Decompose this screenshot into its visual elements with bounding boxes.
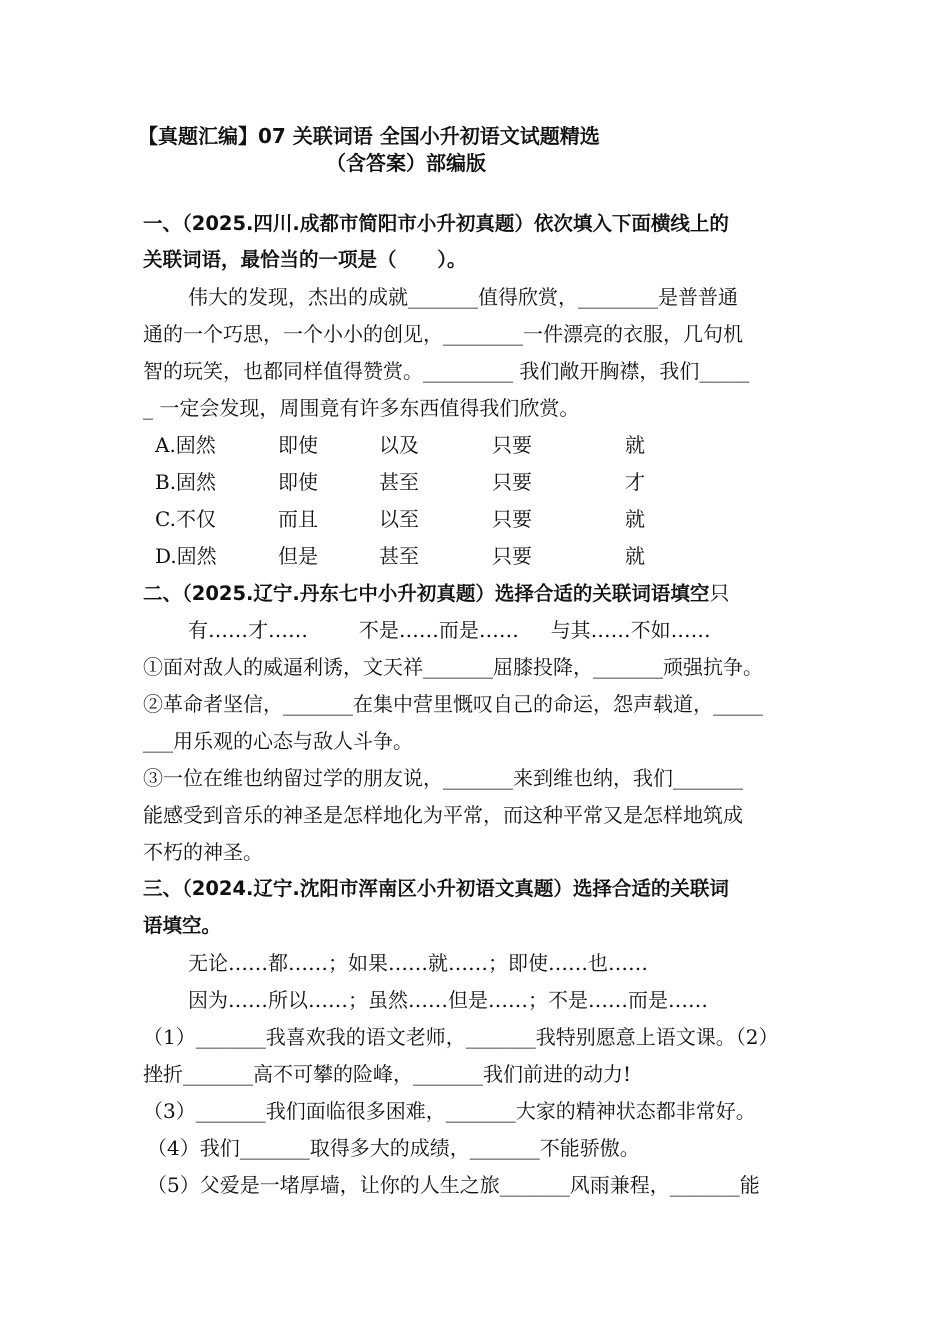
option-d-word-2: 但是 bbox=[278, 544, 318, 568]
q2-word-bank: 有……才…… 不是……而是…… 与其……不如…… bbox=[188, 618, 711, 642]
q3-item-line-2: 挫折_______高不可攀的险峰，_______我们前进的动力! bbox=[143, 1062, 632, 1086]
option-c-word-2: 而且 bbox=[278, 507, 318, 531]
q2-heading: 二、（2025.辽宁.丹东七中小升初真题）选择合适的关联词语填空 bbox=[143, 582, 710, 605]
q2-item-line-1: ①面对敌人的威逼利诱，文天祥_______屈膝投降，_______顽强抗争。 bbox=[143, 655, 763, 679]
option-d-word-5: 就 bbox=[625, 544, 645, 568]
q1-passage-line-2: 通的一个巧思，一个小小的创见，________一件漂亮的衣服，几句机 bbox=[143, 322, 743, 346]
doc-title-line-1: 【真题汇编】07 关联词语 全国小升初语文试题精选 bbox=[138, 124, 600, 148]
q2-item-line-5: 能感受到音乐的神圣是怎样地化为平常，而这种平常又是怎样地筑成 bbox=[143, 803, 743, 827]
option-b-word-3: 甚至 bbox=[379, 470, 419, 494]
q1-passage-line-3: 智的玩笑，也都同样值得赞赏。_________ 我们敞开胸襟，我们_____ bbox=[143, 359, 750, 383]
q3-heading-line-2: 语填空。 bbox=[143, 914, 222, 937]
q2-heading-row bbox=[143, 580, 729, 607]
q3-word-bank-line-1: 无论……都……；如果……就……；即使……也…… bbox=[188, 951, 648, 975]
option-b-word-2: 即使 bbox=[278, 470, 318, 494]
option-d-word-1: D.固然 bbox=[155, 544, 217, 568]
q3-item-line-3: （3）_______我们面临很多困难，_______大家的精神状态都非常好。 bbox=[143, 1099, 756, 1123]
option-c-word-5: 就 bbox=[625, 507, 645, 531]
option-d-word-4: 只要 bbox=[492, 544, 532, 568]
q2-item-line-4: ③一位在维也纳留过学的朋友说，_______来到维也纳，我们_______ bbox=[143, 766, 743, 790]
option-b-word-4: 只要 bbox=[492, 470, 532, 494]
q3-item-line-4: （4）我们_______取得多大的成绩，_______不能骄傲。 bbox=[147, 1136, 640, 1160]
option-d-word-3: 甚至 bbox=[379, 544, 419, 568]
q3-word-bank-line-2: 因为……所以……；虽然……但是……；不是……而是…… bbox=[188, 988, 708, 1012]
q3-item-line-1: （1）_______我喜欢我的语文老师，_______我特别愿意上语文课。（2） bbox=[143, 1025, 779, 1049]
q1-passage-line-4: _ 一定会发现，周围竟有许多东西值得我们欣赏。 bbox=[143, 396, 580, 420]
q2-item-line-3: ___用乐观的心态与敌人斗争。 bbox=[143, 729, 413, 753]
option-a-word-2: 即使 bbox=[278, 433, 318, 457]
option-c-word-4: 只要 bbox=[492, 507, 532, 531]
option-c-word-3: 以至 bbox=[379, 507, 419, 531]
option-c-word-1: C.不仅 bbox=[155, 507, 216, 531]
option-a-word-1: A.固然 bbox=[155, 433, 216, 457]
option-b-word-5: 才 bbox=[625, 470, 645, 494]
option-a-word-5: 就 bbox=[625, 433, 645, 457]
option-a-word-4: 只要 bbox=[492, 433, 532, 457]
q2-item-line-2: ②革命者坚信，_______在集中营里慨叹自己的命运，怨声载道，_____ bbox=[143, 692, 763, 716]
q1-heading-line-2: 关联词语，最恰当的一项是（ ）。 bbox=[143, 248, 467, 271]
q2-item-line-6: 不朽的神圣。 bbox=[143, 840, 263, 864]
option-a-word-3: 以及 bbox=[379, 433, 419, 457]
q1-passage-line-1: 伟大的发现，杰出的成就_______值得欣赏，________是普普通 bbox=[188, 285, 738, 309]
option-b-word-1: B.固然 bbox=[155, 470, 217, 494]
q3-heading-line-1: 三、（2024.辽宁.沈阳市浑南区小升初语文真题）选择合适的关联词 bbox=[143, 877, 729, 900]
q1-heading-line-1: 一、（2025.四川.成都市简阳市小升初真题）依次填入下面横线上的 bbox=[143, 212, 729, 235]
q2-heading-tail: 只 bbox=[709, 581, 730, 605]
doc-title-line-2: （含答案）部编版 bbox=[326, 151, 486, 175]
q3-item-line-5: （5）父爱是一堵厚墙，让你的人生之旅_______风雨兼程，_______能 bbox=[147, 1173, 760, 1197]
